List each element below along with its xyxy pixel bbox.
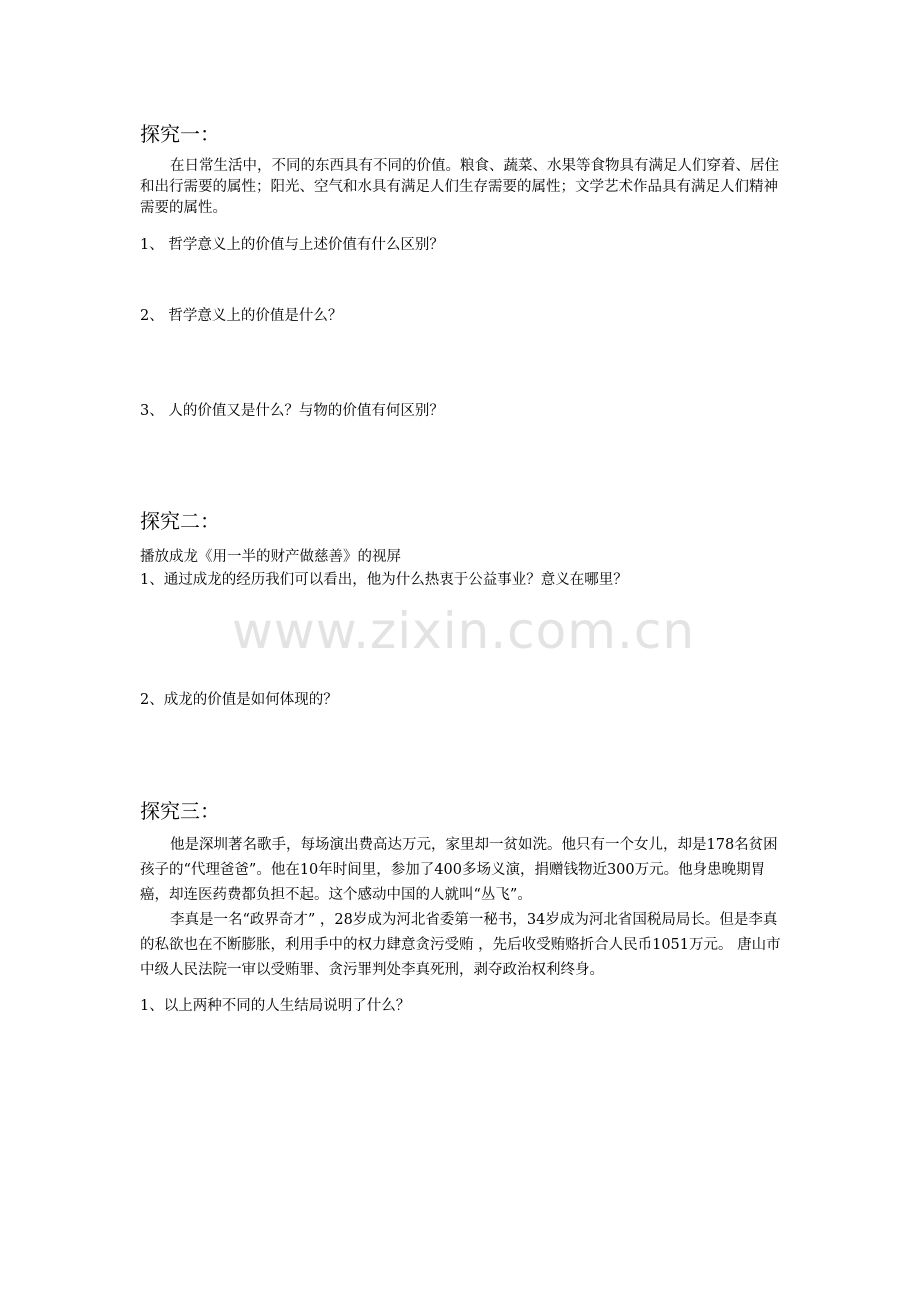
section-1-heading: 探究一： (140, 122, 220, 146)
section-2-question-2: 2、成龙的价值是如何体现的？ (140, 692, 338, 708)
section-3-heading: 探究三： (140, 799, 220, 823)
section-2-question-1: 1、通过成龙的经历我们可以看出，他为什么热衷于公益事业？意义在哪里？ (140, 572, 628, 588)
section-1-question-2: 2、 哲学意义上的价值是什么？ (140, 308, 343, 324)
section-1-question-1: 1、 哲学意义上的价值与上述价值有什么区别？ (140, 237, 444, 253)
section-1-question-3: 3、 人的价值又是什么？与物的价值有何区别？ (140, 403, 444, 419)
watermark: www.zixin.com.cn (232, 602, 696, 660)
section-3-question-1: 1、以上两种不同的人生结局说明了什么？ (140, 998, 411, 1014)
section-2-intro: 播放成龙《用一半的财产做慈善》的视屏 (140, 549, 401, 565)
section-3-paragraph-1: 他是深圳著名歌手，每场演出费高达万元，家里却一贫如洗。他只有一个女儿，却是178名贫困孩子的“代理爸爸”。他在10年时间里，参加了400多场义演，捐赠钱物近300万元。他身患晚期胃癌，却连医药费都负担不起。这个感动中国的人就叫“丛飞”。 (140, 837, 778, 903)
section-1-paragraph: 在日常生活中，不同的东西具有不同的价值。粮食、蔬菜、水果等食物具有满足人们穿着、居住和出行需要的属性；阳光、空气和水具有满足人们生存需要的属性；文学艺术作品具有满足人们精神需要的属性。 (140, 158, 779, 216)
section-3-paragraph-2: 李真是一名“政界奇才” ，28岁成为河北省委第一秘书，34岁成为河北省国税局局长。但是李真的私欲也在不断膨胀，利用手中的权力肆意贪污受贿 ，先后收受贿赂折合人民币1051万元。 唐山市中级人民法院一审以受贿罪、贪污罪判处李真死刑，剥夺政治权利终身。 (140, 912, 781, 978)
section-2-heading: 探究二： (140, 509, 220, 533)
